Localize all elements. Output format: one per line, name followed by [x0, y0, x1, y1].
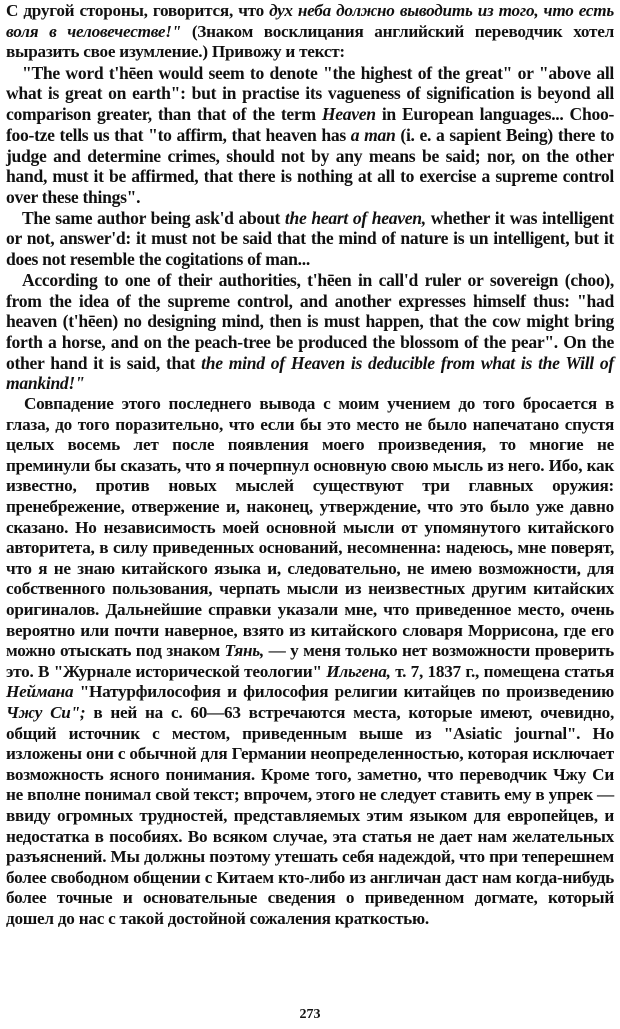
english-quote-paragraph-2	[6, 208, 614, 270]
body-text: в ней на с. 60—63 встречаются места, которые имеют, очевидно, общий источник с местом, приведенным выше из "Asiatic journal". Но изложены они с обычной для Германии неопределенностью, которая исключает возможность ясного понимания. Кроме того, заметно, что переводчик Чжу Си не вполне понимал свой текст; впрочем, этого не следует ставить ему в упрек — ввиду огромных трудностей, представляемых этим языком для европейцев, и недостатка в пособиях. Во всяком случае, эта статья не дает нам желательных разъяснений. Мы должны поэтому утешать себя надеждой, что при теперешнем более свободном общении с Китаем кто-либо из англичан даст нам когда-нибудь более точные и основательные сведения о приведенном догмате, который дошел до нас с такой достойной сожаления краткостью.	[6, 702, 615, 928]
quote-emphasis: a man	[350, 124, 396, 145]
english-quote-paragraph-1	[6, 63, 614, 208]
text-column	[6, 1, 614, 929]
quote-emphasis: the heart of heaven,	[284, 207, 426, 228]
body-text: Совпадение этого последнего вывода с моим учением до того бросается в глаза, до того поразительно, что если бы это место не было напечатано спустя целых восемь лет после появления моего произведения, то многие не преминули бы сказать, что я почерпнул основную свою мысль из него. Ибо, как известно, против новых мыслей существуют три главных оружия: пренебрежение, отвержение и, наконец, утверждение, что это было уже давно сказано. Но независимость моей основной мысли от упомянутого китайского авторитета, в силу приведенных оснований, несомненна: надеюсь, мне поверят, что я не знаю китайского языка и, следовательно, не имею возможности, для собственного пользования, черпать мысли из неизвестных другим китайских оригиналов. Дальнейшие справки указали мне, что приведенное место, очень вероятно или почти наверное, взято из китайского словаря Моррисона, где его можно отыскать под знаком	[6, 394, 614, 661]
body-text: — у меня только нет возможности проверить это. В "Журнале исторической теологии"	[6, 641, 614, 681]
quote-text: According to one of their authorities, t'hēen in call'd ruler or sovereign (choo), from the idea of the supreme control, and another expresses himself thus: "had heaven (t'hēen) no designing mind, then is must happen, that the cow might bring forth a horse, and on the peach-tree be produced the blossom of the pear". On the other hand it is said, that	[6, 269, 614, 373]
body-text: "Натурфилософия и философия религии китайцев по произведению	[73, 682, 614, 702]
quote-text: The same author being ask'd about	[22, 207, 285, 228]
english-quote-paragraph-3	[6, 270, 614, 394]
quote-emphasis: Heaven	[321, 104, 376, 125]
body-emphasis: Чжу Си";	[6, 702, 86, 722]
body-emphasis: Тянь,	[224, 641, 264, 661]
intro-text: С другой стороны, говорится, что	[6, 1, 270, 20]
page-number: 273	[299, 1007, 321, 1022]
intro-text-end: (Знаком восклицания английский переводчик хотел выразить свое изумление.) Привожу и текст:	[6, 21, 614, 62]
intro-emphasis: дух неба должно выводить из того, что есть воля в человечестве!"	[6, 1, 614, 41]
main-paragraph	[6, 394, 614, 929]
quote-text: in European languages... Choo-foo-tze tells us that "to affirm, that heaven has	[6, 104, 615, 145]
quote-text: "The word t'hēen would seem to denote "the highest of the great" or "above all what is great on earth": but in practise its vagueness of signification is beyond all comparison greater, than that of the term	[6, 62, 614, 125]
intro-paragraph	[6, 1, 614, 63]
body-emphasis: Ильгена,	[326, 661, 391, 681]
body-text: т. 7, 1837 г., помещена статья	[390, 661, 614, 681]
quote-emphasis: the mind of Heaven is deducible from what is the Will of mankind!"	[6, 352, 614, 394]
quote-text: whether it was intelligent or not, answer'd: it must not be said that the mind of nature is un intelligent, but it does not resemble the cogitations of man...	[6, 207, 614, 270]
quote-text: (i. e. a sapient Being) there to judge and determine crimes, should not by any means be said; nor, on the other hand, must it be affirmed, that there is nothing at all to exercise a supreme control over these things".	[6, 124, 615, 207]
body-emphasis: Неймана	[6, 682, 74, 702]
